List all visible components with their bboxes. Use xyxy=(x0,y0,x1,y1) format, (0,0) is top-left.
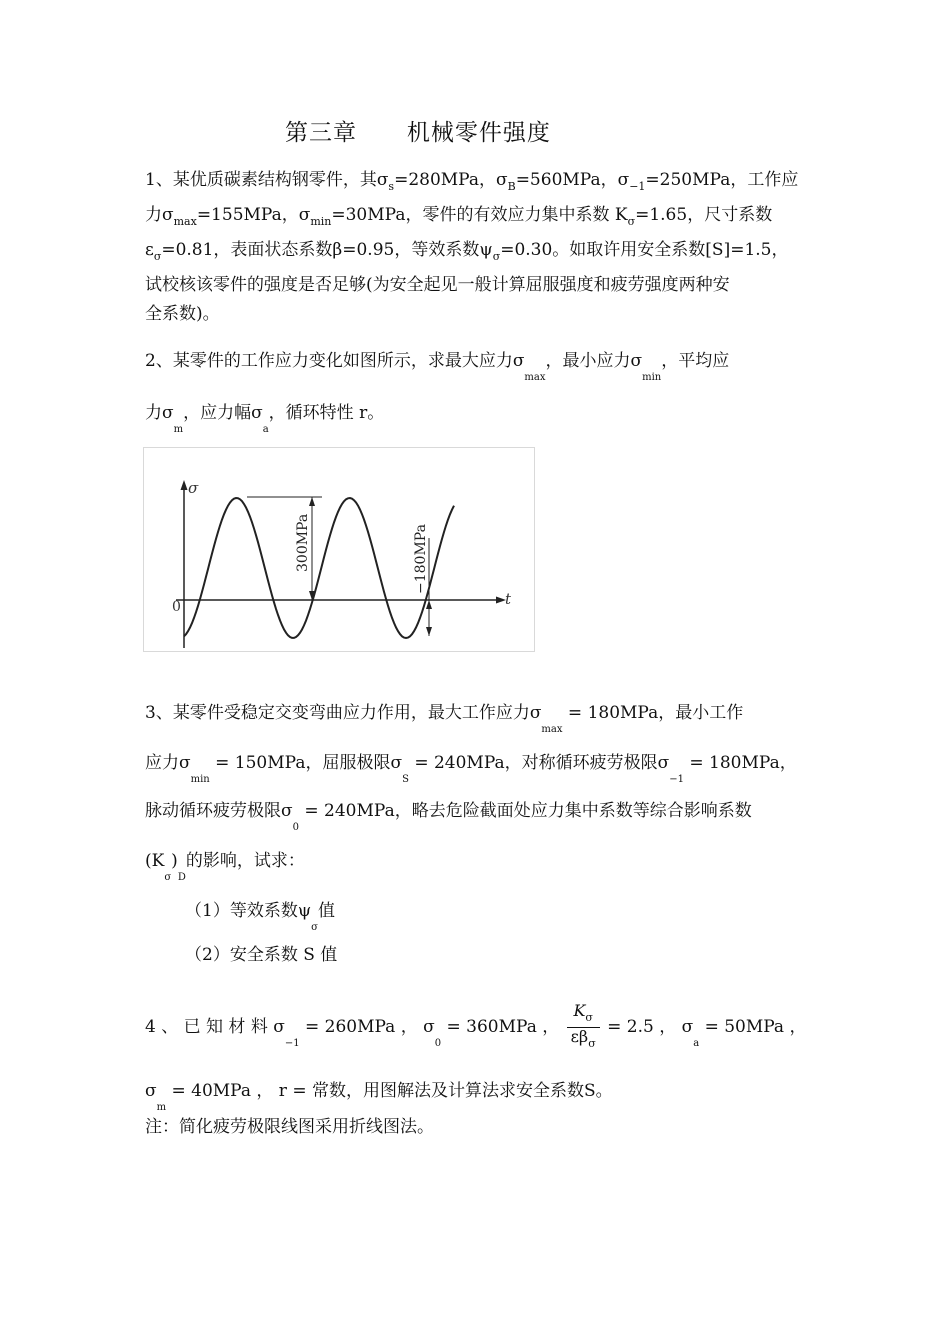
question-1 xyxy=(145,166,810,329)
q2-line-2: 力$\sigma_m$，应力幅$\sigma_a$，循环特性 r。 xyxy=(145,403,385,435)
y-axis-arrow xyxy=(181,480,188,490)
q2-line-1: 2、某零件的工作应力变化如图所示，求最大应力$\sigma_{max}$，最小应力$\sigma_{min}$，平均应 xyxy=(145,351,730,383)
q3-item-1: （1）等效系数$\psi_\sigma$值 xyxy=(185,901,335,933)
k-over-eps-beta-fraction: $\frac{K_\sigma}{\varepsilon\beta_\sigma}$ xyxy=(567,1002,600,1053)
stress-wave-diagram xyxy=(144,448,534,651)
y-axis-label: σ xyxy=(188,479,199,497)
q3-line-2: 应力$\sigma_{min} = 150MPa$，屈服极限$\sigma_S = 240MPa$，对称循环疲劳极限$\sigma_{-1} = 180MPa$， xyxy=(145,753,797,785)
q1-line-1: 1、某优质碳素结构钢零件，其$\sigma_s=280MPa$，$\sigma_B=560MPa$，$\sigma_{-1}=250MPa$，工作应 xyxy=(145,170,799,193)
stress-cycle-figure xyxy=(143,447,535,652)
upper-dimension-arrow-top xyxy=(309,497,315,506)
upper-dimension-label: 300MPa xyxy=(295,513,311,572)
origin-label: 0 xyxy=(172,599,181,615)
q4-line-2: $\sigma_m = 40MPa$ ， r = 常数，用图解法及计算法求安全系数S。 xyxy=(145,1081,613,1113)
page-title: 第三章 机械零件强度 xyxy=(285,120,551,146)
q1-line-5: 全系数)。 xyxy=(145,304,220,324)
lower-dimension-arrow-top xyxy=(426,600,432,609)
q3-line-3: 脉动循环疲劳极限$\sigma_0 = 240MPa$，略去危险截面处应力集中系数等综合影响系数 xyxy=(145,801,752,833)
q4-note: 注：简化疲劳极限线图采用折线图法。 xyxy=(145,1117,434,1137)
x-axis-label: t xyxy=(505,590,512,608)
lower-dimension-arrow-bottom xyxy=(426,627,432,636)
q1-line-3: $\varepsilon_\sigma=0.81$，表面状态系数β=0.95，等效系数$\psi_\sigma=0.30$。如取许用安全系数[S]=1.5， xyxy=(145,240,789,263)
lower-dimension-label: −180MPa xyxy=(413,524,429,594)
q3-line-1: 3、某零件受稳定交变弯曲应力作用，最大工作应力$\sigma_{max} = 180MPa$，最小工作 xyxy=(145,703,744,735)
q1-line-2: 力$\sigma_{max}=155MPa$，$\sigma_{min}=30MPa$，零件的有效应力集中系数 $K_\sigma=1.65$，尺寸系数 xyxy=(145,205,773,228)
q3-line-4: $(K_\sigma)_D$的影响，试求： xyxy=(145,851,305,883)
q1-line-4: 试校核该零件的强度是否足够(为安全起见一般计算屈服强度和疲劳强度两种安 xyxy=(145,275,730,295)
q3-item-2: （2）安全系数 S 值 xyxy=(185,945,338,965)
q4-line-1: 4 、 已 知 材 料 $\sigma_{-1} = 260MPa$ ， $\sigma_0 = 360MPa$ ， $\frac{K_\sigma}{\varepsilon\beta_\sigma}$ = 2.5 ， $\sigma_a = 50MPa$ ， xyxy=(145,1002,806,1053)
